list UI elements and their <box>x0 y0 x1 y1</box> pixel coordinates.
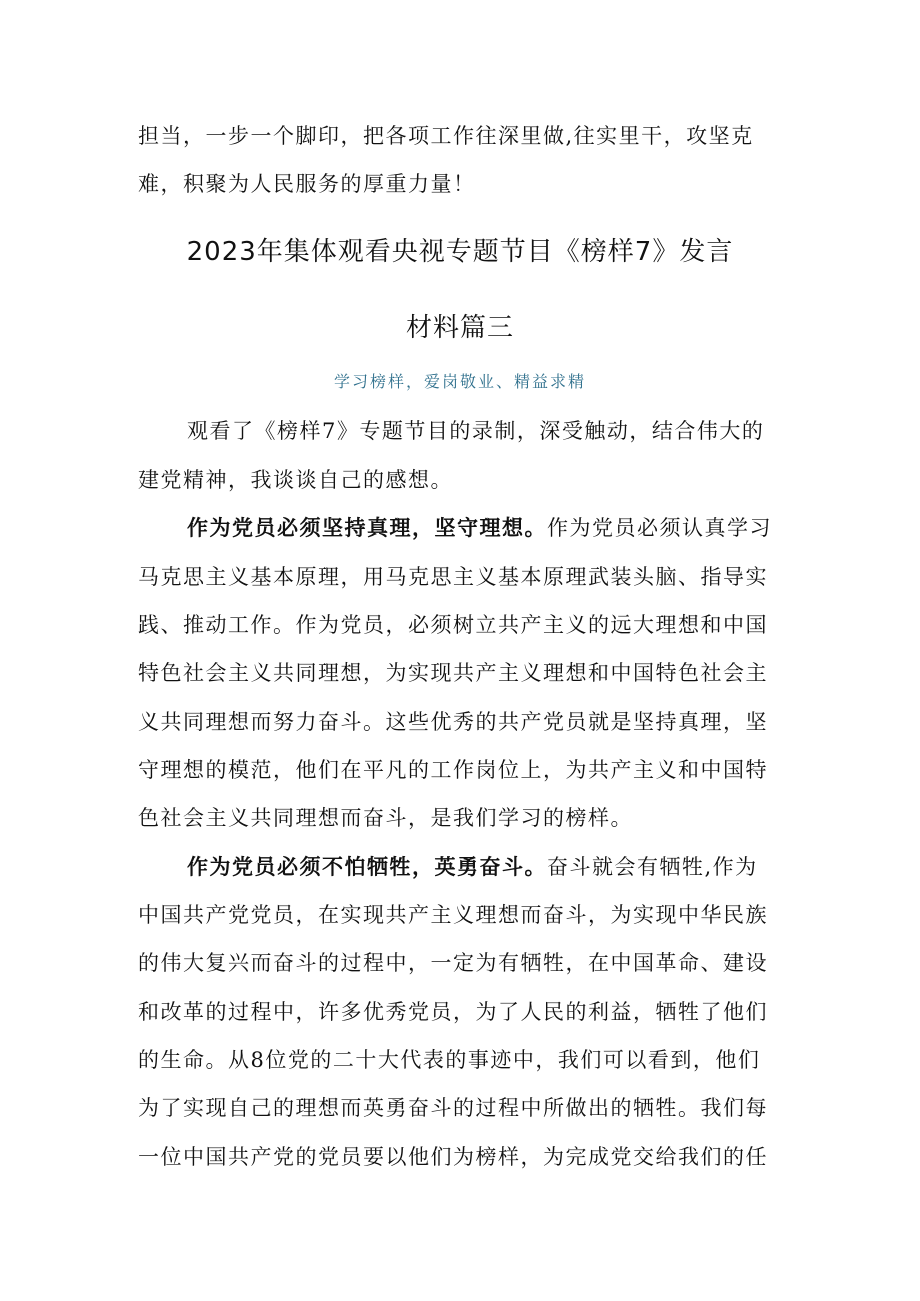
body-text-line: 建党精神，我谈谈自己的感想。 <box>138 468 453 492</box>
body-text-line: 担当，一步一个脚印，把各项工作往深里做,往实里干，攻坚克 <box>138 124 754 148</box>
paragraph-3-lead-heading: 作为党员必须不怕牺牲，英勇奋斗。 <box>187 854 547 879</box>
body-text-line: 守理想的模范，他们在平凡的工作岗位上，为共产主义和中国特 <box>138 758 768 782</box>
paragraph-2-lead-text: 作为党员必须认真学习 <box>547 516 772 540</box>
body-text-line: 为了实现自己的理想而英勇奋斗的过程中所做出的牺牲。我们每 <box>138 1096 768 1120</box>
body-text-line: 特色社会主义共同理想，为实现共产主义理想和中国特色社会主 <box>138 661 768 685</box>
body-text-line: 的生命。从8位党的二十大代表的事迹中，我们可以看到，他们 <box>138 1048 761 1072</box>
body-text-line: 中国共产党党员，在实现共产主义理想而奋斗，为实现中华民族 <box>138 903 768 927</box>
body-text-line: 践、推动工作。作为党员，必须树立共产主义的远大理想和中国 <box>138 613 768 637</box>
paragraph-1-first-line: 观看了《榜样7》专题节目的录制，深受触动，结合伟大的 <box>187 419 765 443</box>
body-text-line: 一位中国共产党的党员要以他们为榜样，为完成党交给我们的任 <box>138 1145 768 1169</box>
document-title: 2023年集体观看央视专题节目《榜样7》发言 <box>186 237 734 267</box>
paragraph-3-first-line <box>187 852 788 882</box>
body-text-line: 和改革的过程中，许多优秀党员，为了人民的利益，牺牲了他们 <box>138 1000 768 1024</box>
paragraph-3-lead-text: 奋斗就会有牺牲,作为 <box>547 855 758 879</box>
document-title-continued: 材料篇三 <box>405 313 514 343</box>
body-text-line: 的伟大复兴而奋斗的过程中，一定为有牺牲，在中国革命、建设 <box>138 951 768 975</box>
document-subtitle: 学习榜样，爱岗敬业、精益求精 <box>333 372 586 391</box>
body-text-line: 色社会主义共同理想而奋斗，是我们学习的榜样。 <box>138 806 633 830</box>
paragraph-2-first-line <box>187 513 788 543</box>
body-text-line: 义共同理想而努力奋斗。这些优秀的共产党员就是坚持真理，坚 <box>138 710 768 734</box>
body-text-line: 难，积聚为人民服务的厚重力量！ <box>138 172 476 196</box>
paragraph-2-lead-heading: 作为党员必须坚持真理，坚守理想。 <box>187 515 547 540</box>
body-text-line: 马克思主义基本原理，用马克思主义基本原理武装头脑、指导实 <box>138 565 768 589</box>
